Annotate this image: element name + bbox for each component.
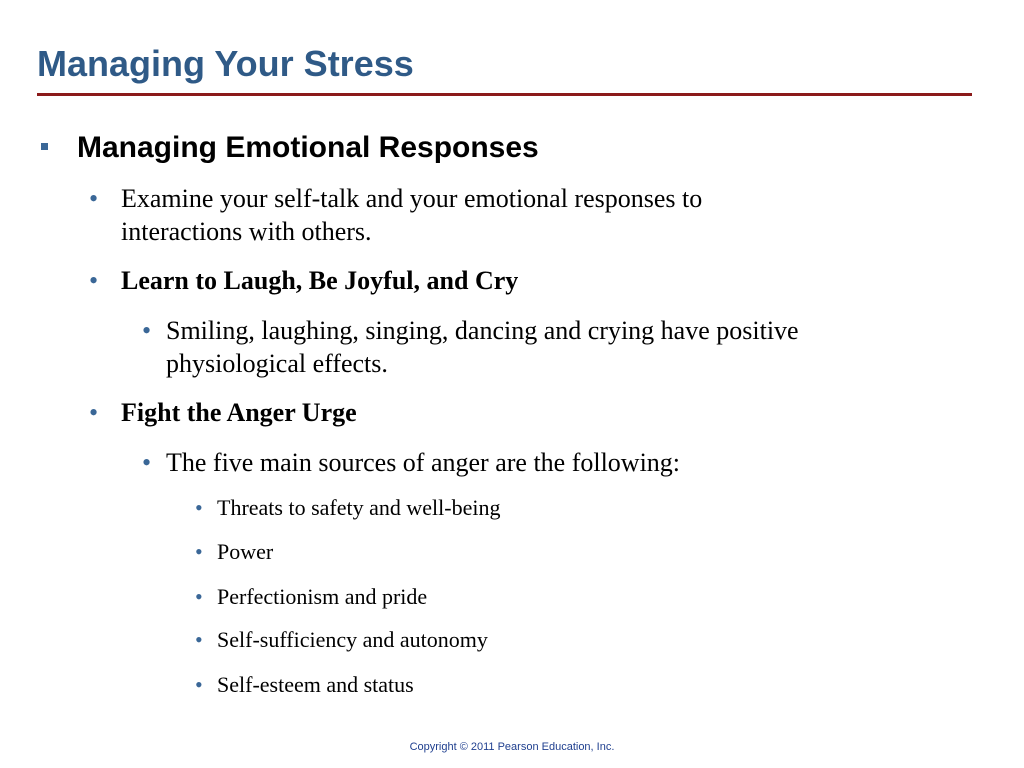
dot-bullet-icon: • xyxy=(142,448,152,477)
dot-bullet-icon: • xyxy=(195,672,203,697)
anger-source-item: Self-sufficiency and autonomy xyxy=(217,627,488,652)
dot-bullet-icon: • xyxy=(195,584,203,609)
item-smiling-line1: Smiling, laughing, singing, dancing and crying have positive xyxy=(166,316,799,345)
anger-source-item: Power xyxy=(217,539,274,564)
dot-bullet-icon: • xyxy=(89,266,99,295)
item-smiling-line2: physiological effects. xyxy=(166,349,388,378)
dot-bullet-icon: • xyxy=(195,627,203,652)
heading-managing-emotional-responses: Managing Emotional Responses xyxy=(77,131,539,164)
anger-source-item: Threats to safety and well-being xyxy=(217,495,501,520)
dot-bullet-icon: • xyxy=(195,539,203,564)
item-fight-anger: Fight the Anger Urge xyxy=(121,398,357,427)
square-bullet-icon xyxy=(41,143,48,150)
item-five-sources: The five main sources of anger are the following: xyxy=(166,448,681,477)
title-divider xyxy=(37,93,972,96)
dot-bullet-icon: • xyxy=(89,184,99,213)
dot-bullet-icon: • xyxy=(89,398,99,427)
dot-bullet-icon: • xyxy=(142,316,152,345)
slide-title: Managing Your Stress xyxy=(37,43,414,84)
item-examine-line1: Examine your self-talk and your emotional responses to xyxy=(121,184,703,213)
anger-source-item: Perfectionism and pride xyxy=(217,584,428,609)
item-learn-to-laugh: Learn to Laugh, Be Joyful, and Cry xyxy=(121,266,519,295)
copyright-footer: Copyright © 2011 Pearson Education, Inc. xyxy=(409,741,615,753)
anger-source-item: Self-esteem and status xyxy=(217,672,414,697)
dot-bullet-icon: • xyxy=(195,495,203,520)
item-examine-line2: interactions with others. xyxy=(121,217,372,246)
